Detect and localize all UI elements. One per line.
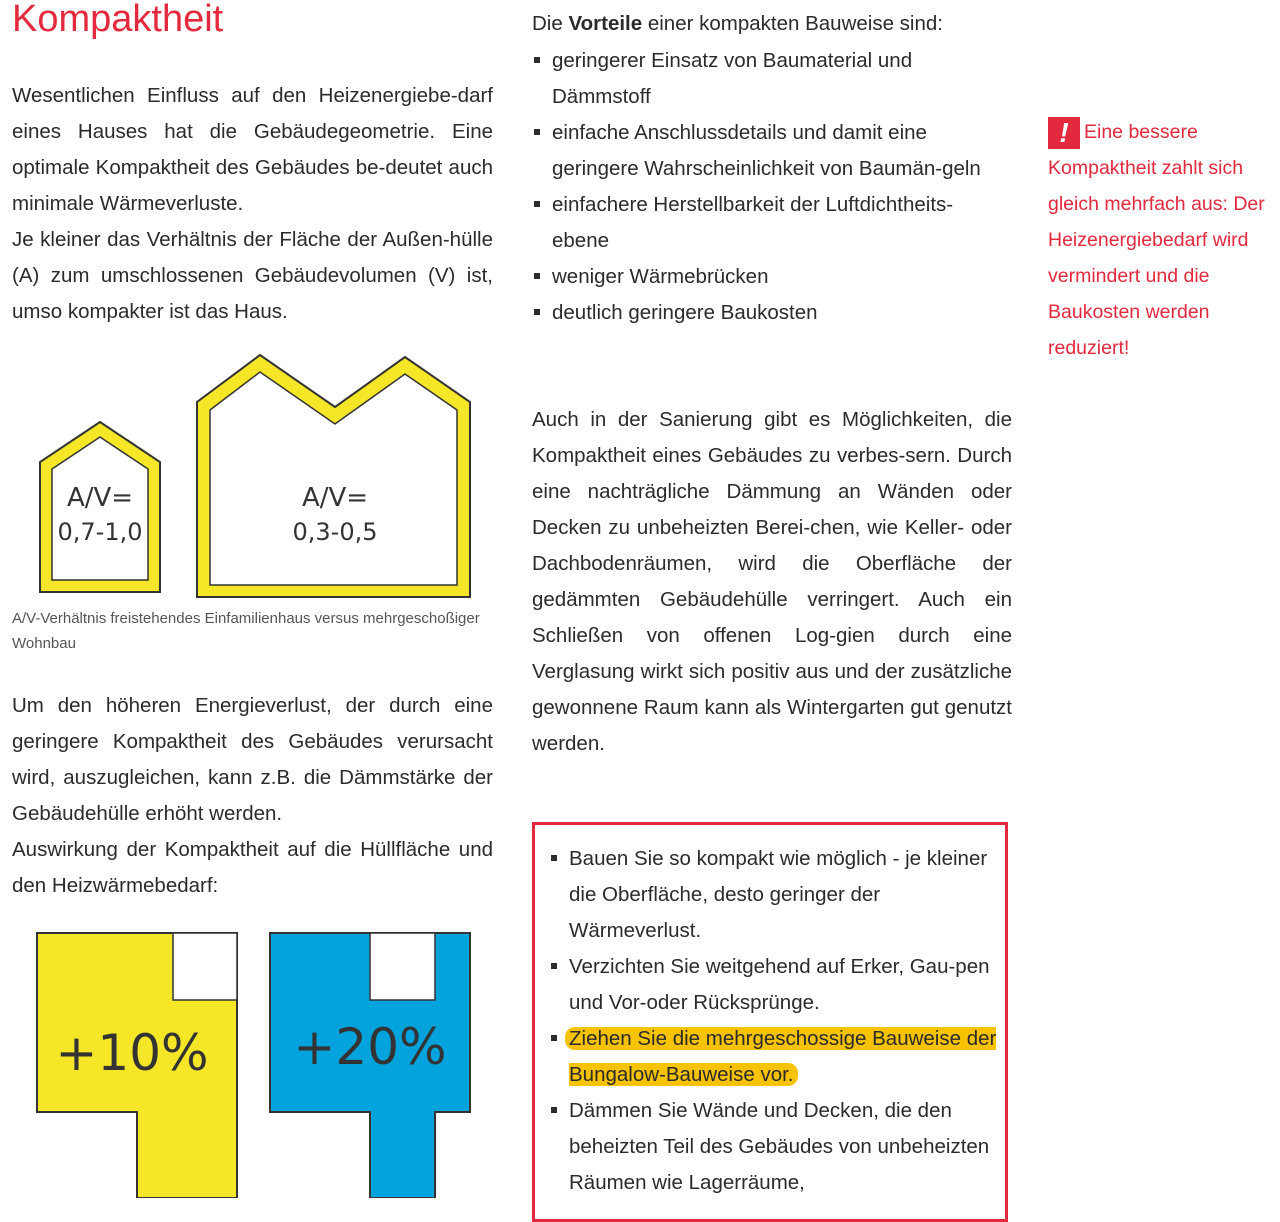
bullet-icon xyxy=(551,963,557,969)
yellow-floorplan xyxy=(37,933,237,1198)
large-house xyxy=(197,355,470,597)
list-item: geringerer Einsatz von Baumaterial und Dämmstoff xyxy=(532,43,992,115)
blue-floorplan xyxy=(270,933,470,1198)
sidebar-note xyxy=(1048,114,1268,366)
list-item: weniger Wärmebrücken xyxy=(532,259,992,295)
bullet-icon xyxy=(534,309,540,315)
intro-paragraph xyxy=(12,78,493,330)
bullet-icon xyxy=(534,273,540,279)
yellow-increase-label: +10% xyxy=(55,1024,209,1082)
small-house-av-label: A/V= xyxy=(66,483,134,513)
large-house-av-label: A/V= xyxy=(301,483,369,513)
tips-box xyxy=(532,822,1008,1222)
list-item: Verzichten Sie weitgehend auf Erker, Gau-pen und Vor-oder Rücksprünge. xyxy=(549,949,999,1021)
list-item xyxy=(549,1021,999,1093)
renovation-paragraph: Auch in der Sanierung gibt es Möglichkeiten, die Kompaktheit eines Gebäudes zu verbes-sern. Durch eine nachträgliche Dämmung an Wänden oder Decken zu unbeheizten Berei-chen, wie Keller- oder Dachbodenräumen, wird die Oberfläche der gedämmten Gebäudehülle verringert. Auch ein Schließen von offenen Log-gien durch eine Verglasung wirkt sich positiv aus und der zusätzliche gewonnene Raum kann als Wintergarten gut genutzt werden. xyxy=(532,408,1012,755)
av-ratio-text: Je kleiner das Verhältnis der Fläche der Außen-hülle (A) zum umschlossenen Gebäudevolumen (V) ist, umso kompakter ist das Haus. xyxy=(12,228,493,323)
advantages-keyword: Vorteile xyxy=(568,12,643,35)
sidebar-note-first: Eine bessere xyxy=(1084,121,1198,143)
bullet-icon xyxy=(534,129,540,135)
small-house xyxy=(40,422,160,592)
bullet-icon xyxy=(534,201,540,207)
blue-increase-label: +20% xyxy=(293,1018,447,1076)
energy-loss-text: Um den höheren Energieverlust, der durch eine geringere Kompaktheit des Gebäudes verursacht wird, auszugleichen, kann z.B. die Dämmstärke der Gebäudehülle erhöht werden. xyxy=(12,694,493,825)
sidebar-note-rest: Kompaktheit zahlt sich gleich mehrfach aus: Der Heizenergiebedarf wird vermindert und die Baukosten werden reduziert! xyxy=(1048,157,1265,359)
page-title: Kompaktheit xyxy=(12,0,224,40)
list-item: Bauen Sie so kompakt wie möglich - je kleiner die Oberfläche, desto geringer der Wärmeverlust. xyxy=(549,841,999,949)
bullet-icon xyxy=(551,855,557,861)
advantages-list xyxy=(532,43,992,331)
geometry-text: Wesentlichen Einfluss auf den Heizenergiebe-darf eines Hauses hat die Gebäudegeometrie. Eine optimale Kompaktheit des Gebäudes be-deutet auch minimale Wärmeverluste. xyxy=(12,84,493,215)
list-item: deutlich geringere Baukosten xyxy=(532,295,992,331)
bullet-icon xyxy=(551,1107,557,1113)
bullet-icon xyxy=(534,57,540,63)
exclamation-icon: ! xyxy=(1048,117,1080,149)
advantages-intro: Die Vorteile einer kompakten Bauweise sind: xyxy=(532,12,943,35)
impact-text: Auswirkung der Kompaktheit auf die Hüllfläche und den Heizwärmebedarf: xyxy=(12,838,493,897)
compactness-impact-figure xyxy=(36,930,476,1198)
list-item: einfachere Herstellbarkeit der Luftdichtheits-ebene xyxy=(532,187,992,259)
small-house-av-value: 0,7-1,0 xyxy=(57,518,143,546)
large-house-av-value: 0,3-0,5 xyxy=(292,518,378,546)
compensation-paragraph xyxy=(12,688,493,904)
list-item: einfache Anschlussdetails und damit eine geringere Wahrscheinlichkeit von Baumän-geln xyxy=(532,115,992,187)
figure-caption: A/V-Verhältnis freistehendes Einfamilienhaus versus mehrgeschoßiger Wohnbau xyxy=(12,610,480,652)
av-ratio-figure xyxy=(30,352,480,602)
highlighted-tip: Ziehen Sie die mehrgeschossige Bauweise der Bungalow-Bauweise vor. xyxy=(565,1027,996,1086)
bullet-icon xyxy=(551,1035,557,1041)
tips-list xyxy=(549,841,999,1201)
list-item: Dämmen Sie Wände und Decken, die den beheizten Teil des Gebäudes von unbeheizten Räumen wie Lagerräume, xyxy=(549,1093,999,1201)
